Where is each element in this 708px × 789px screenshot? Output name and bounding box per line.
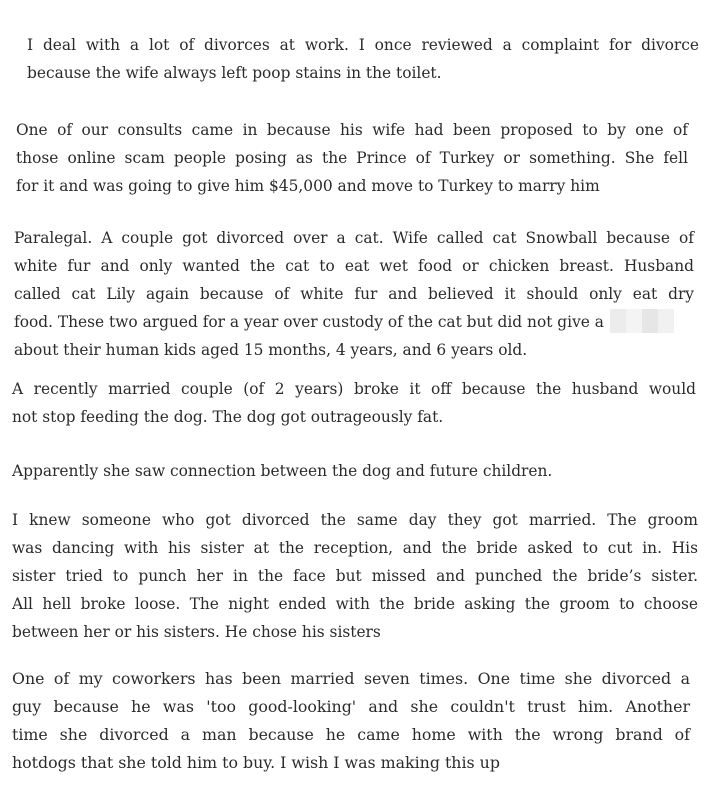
story-paragraph-2 [16,116,688,200]
text-line: about their human kids aged 15 months, 4 years, and 6 years old. [14,341,528,359]
text-line: not stop feeding the dog. The dog got outrageously fat. [12,408,444,426]
text-line: called cat Lily again because of white fur and believed it should only eat dry [14,285,694,303]
text-line: those online scam people posing as the Prince of Turkey or something. She fell [16,149,688,167]
story-paragraph-4 [12,375,696,431]
text-line: I deal with a lot of divorces at work. I once reviewed a complaint for divorce [27,36,699,54]
text-line: was dancing with his sister at the reception, and the bride asked to cut in. His [12,539,698,557]
text-line: sister tried to punch her in the face but missed and punched the bride’s sister. [12,567,698,585]
text-line: food. These two argued for a year over custody of the cat but did not give a [14,313,604,331]
text-line: because the wife always left poop stains in the toilet. [27,64,442,82]
text-line: Paralegal. A couple got divorced over a cat. Wife called cat Snowball because of [14,229,694,247]
story-paragraph-6 [12,506,698,646]
text-line: All hell broke loose. The night ended with the bride asking the groom to choose [12,595,698,613]
story-paragraph-7 [12,665,690,777]
story-paragraph-1 [27,31,699,87]
text-line: for it and was going to give him $45,000 and move to Turkey to marry him [16,177,600,195]
text-line: Apparently she saw connection between the dog and future children. [12,462,553,480]
text-line: One of my coworkers has been married seven times. One time she divorced a [12,669,690,688]
text-line: A recently married couple (of 2 years) broke it off because the husband would [12,380,696,398]
text-line: between her or his sisters. He chose his sisters [12,623,381,641]
text-line: white fur and only wanted the cat to eat wet food or chicken breast. Husband [14,257,694,275]
text-line: time she divorced a man because he came home with the wrong brand of [12,725,690,744]
censor-blur [610,309,674,333]
text-line: I knew someone who got divorced the same day they got married. The groom [12,511,698,529]
text-line: hotdogs that she told him to buy. I wish I was making this up [12,753,500,772]
text-line-with-redaction [14,308,694,336]
story-paragraph-3 [14,224,694,364]
story-paragraph-5 [12,457,696,485]
text-line: guy because he was 'too good-looking' and she couldn't trust him. Another [12,697,690,716]
text-line: One of our consults came in because his wife had been proposed to by one of [16,121,688,139]
